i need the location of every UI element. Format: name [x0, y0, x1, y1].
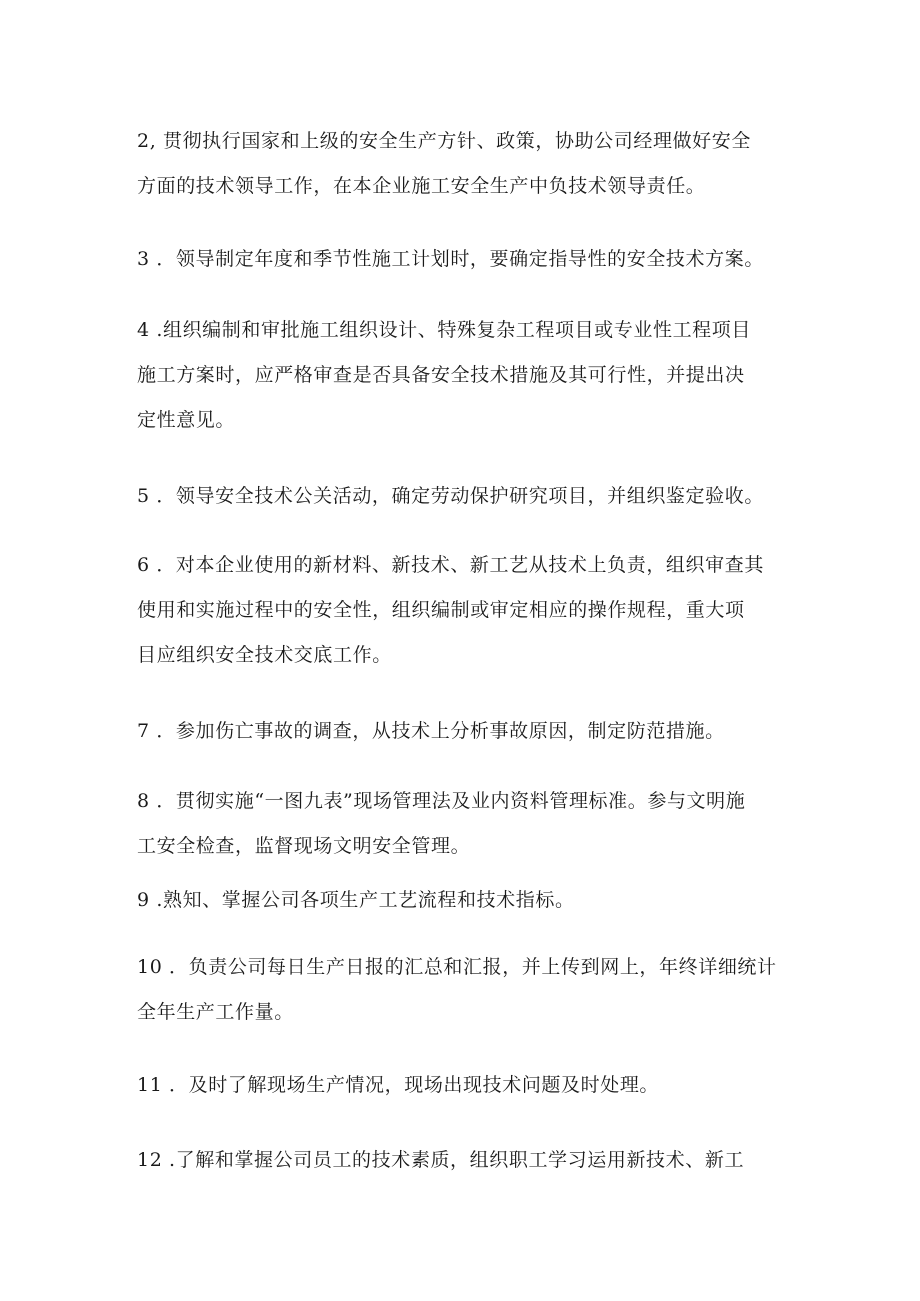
paragraph-line: 施工方案时，应严格审查是否具备安全技术措施及其可行性，并提出决 [137, 364, 745, 386]
paragraph-item-3 [137, 237, 787, 282]
paragraph-item-4 [137, 308, 787, 443]
paragraph-line: 全年生产工作量。 [137, 1001, 294, 1023]
paragraph-line: 4 .组织编制和审批施工组织设计、特殊复杂工程项目或专业性工程项目 [137, 319, 751, 341]
paragraph-line: 5 ．领导安全技术公关活动，确定劳动保护研究项目，并组织鉴定验收。 [137, 485, 764, 507]
paragraph-line: 3 ．领导制定年度和季节性施工计划时，要确定指导性的安全技术方案。 [137, 248, 764, 270]
paragraph-line: 8 ．贯彻实施“一图九表”现场管理法及业内资料管理标准。参与文明施 [137, 790, 746, 812]
paragraph-line: 7 ．参加伤亡事故的调查，从技术上分析事故原因，制定防范措施。 [137, 720, 725, 742]
paragraph-line: 11 ．及时了解现场生产情况，现场出现技术问题及时处理。 [137, 1074, 660, 1096]
paragraph-item-2 [137, 119, 787, 209]
paragraph-item-5 [137, 474, 787, 519]
paragraph-line: 12 .了解和掌握公司员工的技术素质，组织职工学习运用新技术、新工 [137, 1149, 745, 1171]
paragraph-line: 目应组织安全技术交底工作。 [137, 644, 392, 666]
paragraph-item-8 [137, 779, 787, 869]
paragraph-item-12 [137, 1138, 787, 1183]
paragraph-line: 方面的技术领导工作，在本企业施工安全生产中负技术领导责任。 [137, 175, 706, 197]
paragraph-line: 工安全检查，监督现场文明安全管理。 [137, 835, 471, 857]
paragraph-line: 定性意见。 [137, 409, 236, 431]
paragraph-item-9 [137, 878, 787, 923]
paragraph-line: 9 .熟知、掌握公司各项生产工艺流程和技术指标。 [137, 889, 575, 911]
paragraph-line: 2, 贯彻执行国家和上级的安全生产方针、政策，协助公司经理做好安全 [137, 130, 751, 152]
paragraph-line: 6 ．对本企业使用的新材料、新技术、新工艺从技术上负责，组织审查其 [137, 554, 764, 576]
paragraph-item-7 [137, 709, 787, 754]
paragraph-item-11 [137, 1063, 787, 1108]
paragraph-item-10 [137, 945, 787, 1035]
paragraph-item-6 [137, 543, 787, 678]
paragraph-line: 使用和实施过程中的安全性，组织编制或审定相应的操作规程，重大项 [137, 599, 745, 621]
paragraph-line: 10 ．负责公司每日生产日报的汇总和汇报，并上传到网上，年终详细统计 [137, 956, 777, 978]
